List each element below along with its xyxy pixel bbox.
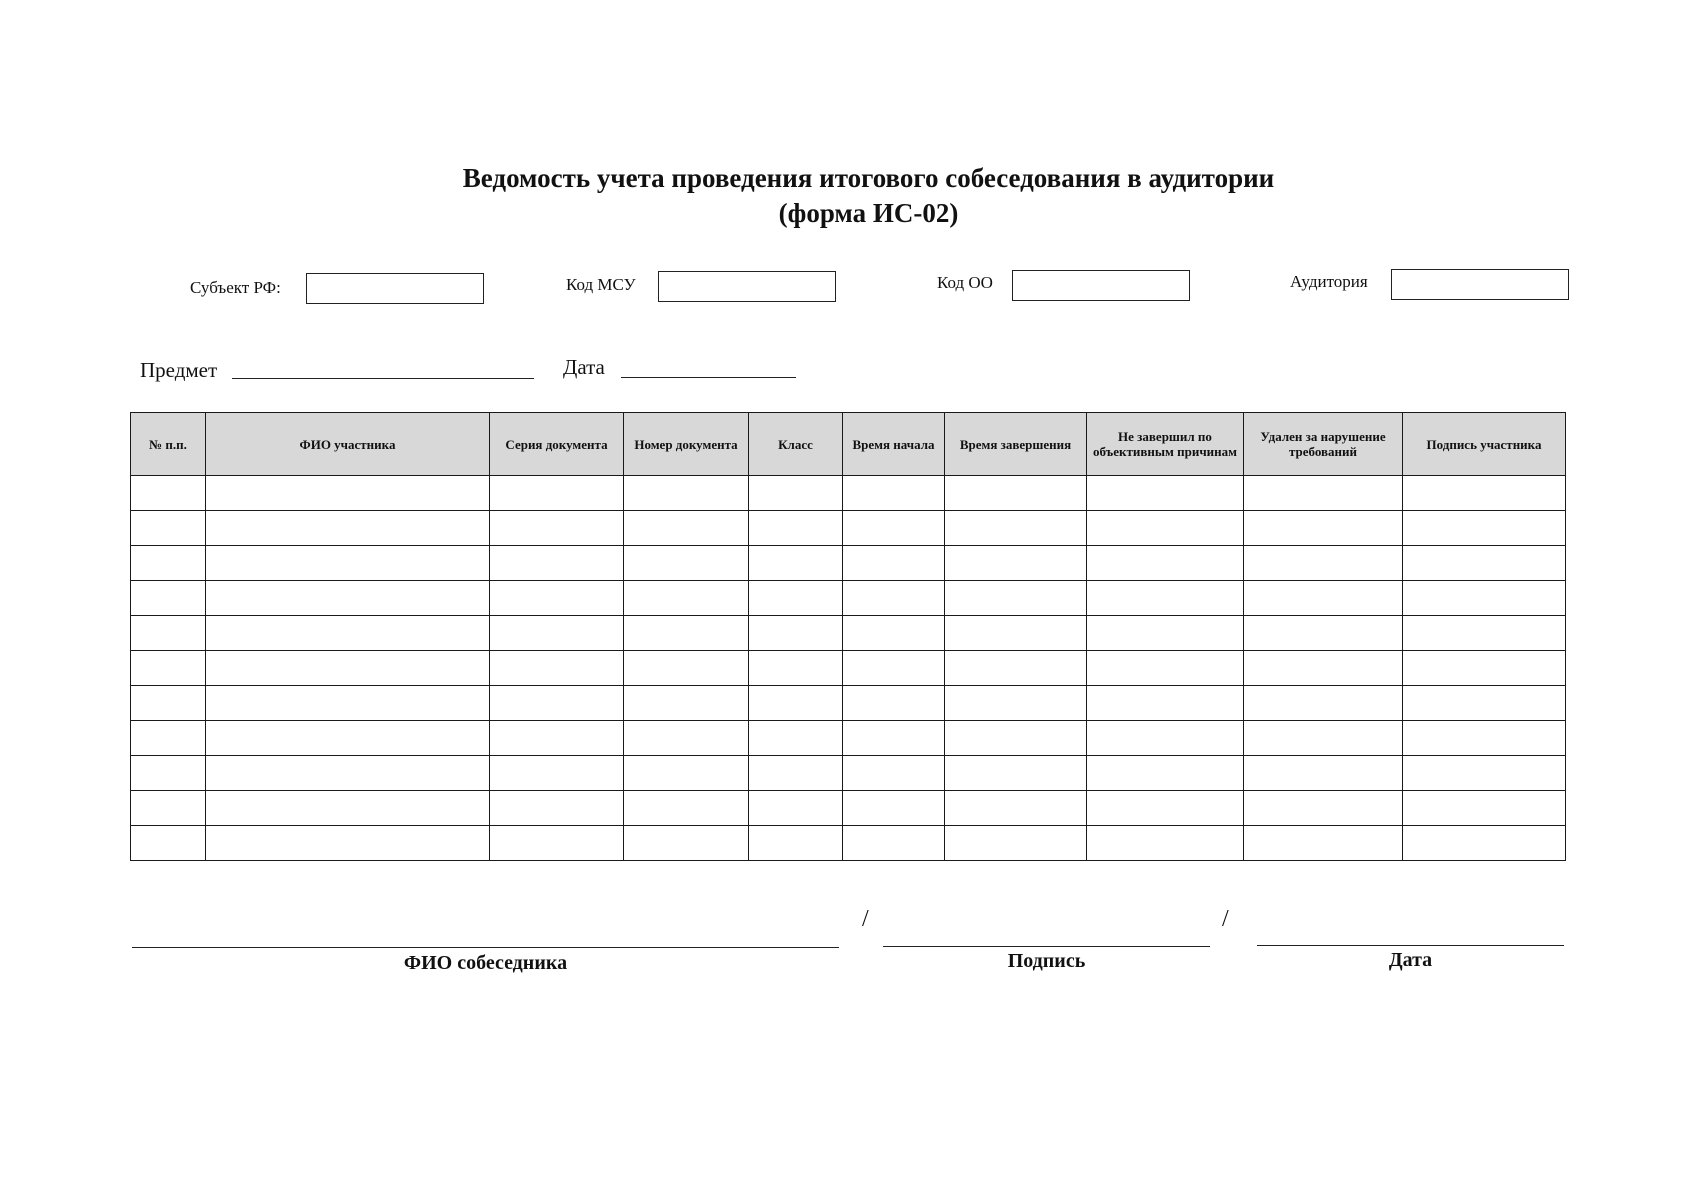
table-cell[interactable] — [624, 476, 749, 511]
table-cell[interactable] — [1403, 476, 1566, 511]
table-cell[interactable] — [1403, 791, 1566, 826]
subject-rf-label: Субъект РФ: — [190, 278, 281, 297]
interviewer-name-line[interactable] — [132, 947, 839, 948]
table-row — [131, 476, 1566, 511]
table-cell[interactable] — [1403, 616, 1566, 651]
table-cell[interactable] — [1087, 651, 1244, 686]
col-header-removed: Удален за нарушение требований — [1244, 413, 1403, 476]
oo-code-field[interactable] — [1012, 270, 1190, 301]
table-cell[interactable] — [1403, 651, 1566, 686]
table-cell[interactable] — [624, 686, 749, 721]
table-cell[interactable] — [490, 791, 624, 826]
col-header-participant-signature: Подпись участника — [1403, 413, 1566, 476]
table-cell[interactable] — [749, 686, 843, 721]
table-cell[interactable] — [206, 581, 490, 616]
table-cell[interactable] — [1244, 686, 1403, 721]
table-cell[interactable] — [843, 651, 945, 686]
table-cell[interactable] — [624, 721, 749, 756]
table-cell[interactable] — [131, 791, 206, 826]
table-cell[interactable] — [749, 791, 843, 826]
table-cell[interactable] — [945, 546, 1087, 581]
signature-caption: Подпись — [1007, 950, 1086, 972]
table-cell[interactable] — [1244, 616, 1403, 651]
signature-separator-1: / — [862, 906, 869, 932]
col-header-number: № п.п. — [131, 413, 206, 476]
table-cell[interactable] — [206, 511, 490, 546]
form-code-subtitle: (форма ИС-02) — [778, 198, 959, 228]
table-cell[interactable] — [490, 756, 624, 791]
table-cell[interactable] — [843, 476, 945, 511]
auditorium-label: Аудитория — [1290, 272, 1368, 291]
table-cell[interactable] — [624, 826, 749, 861]
table-row — [131, 791, 1566, 826]
table-cell[interactable] — [624, 511, 749, 546]
table-cell[interactable] — [131, 581, 206, 616]
table-cell[interactable] — [1244, 651, 1403, 686]
signature-separator-2: / — [1222, 906, 1229, 932]
table-cell[interactable] — [206, 756, 490, 791]
table-cell[interactable] — [1087, 756, 1244, 791]
table-cell[interactable] — [206, 791, 490, 826]
table-cell[interactable] — [490, 826, 624, 861]
table-cell[interactable] — [206, 546, 490, 581]
table-cell[interactable] — [1087, 511, 1244, 546]
table-row — [131, 546, 1566, 581]
table-cell[interactable] — [490, 616, 624, 651]
table-cell[interactable] — [131, 616, 206, 651]
table-cell[interactable] — [131, 651, 206, 686]
table-cell[interactable] — [945, 476, 1087, 511]
col-header-document-number: Номер документа — [624, 413, 749, 476]
auditorium-field[interactable] — [1391, 269, 1569, 300]
table-cell[interactable] — [131, 686, 206, 721]
table-cell[interactable] — [1087, 686, 1244, 721]
col-header-class: Класс — [749, 413, 843, 476]
table-cell[interactable] — [945, 511, 1087, 546]
table-cell[interactable] — [490, 686, 624, 721]
subject-label: Предмет — [140, 358, 218, 382]
table-cell[interactable] — [1244, 546, 1403, 581]
col-header-start-time: Время начала — [843, 413, 945, 476]
table-cell[interactable] — [945, 616, 1087, 651]
table-cell[interactable] — [624, 546, 749, 581]
table-cell[interactable] — [206, 651, 490, 686]
table-cell[interactable] — [1403, 756, 1566, 791]
table-cell[interactable] — [945, 721, 1087, 756]
oo-code-label: Код ОО — [937, 273, 993, 292]
table-cell[interactable] — [749, 546, 843, 581]
date-line[interactable] — [621, 377, 796, 378]
table-cell[interactable] — [131, 826, 206, 861]
table-cell[interactable] — [945, 686, 1087, 721]
table-cell[interactable] — [843, 721, 945, 756]
table-body — [131, 476, 1566, 861]
table-cell[interactable] — [1244, 791, 1403, 826]
table-cell[interactable] — [206, 616, 490, 651]
table-cell[interactable] — [749, 581, 843, 616]
table-cell[interactable] — [624, 651, 749, 686]
msu-code-field[interactable] — [658, 271, 836, 302]
table-cell[interactable] — [1087, 616, 1244, 651]
table-cell[interactable] — [749, 616, 843, 651]
table-cell[interactable] — [131, 721, 206, 756]
table-cell[interactable] — [131, 756, 206, 791]
table-row — [131, 756, 1566, 791]
table-cell[interactable] — [1087, 476, 1244, 511]
table-cell[interactable] — [624, 581, 749, 616]
signature-line[interactable] — [883, 946, 1210, 947]
table-cell[interactable] — [749, 721, 843, 756]
table-cell[interactable] — [490, 721, 624, 756]
table-cell[interactable] — [131, 511, 206, 546]
table-cell[interactable] — [1403, 581, 1566, 616]
table-row — [131, 581, 1566, 616]
table-cell[interactable] — [490, 511, 624, 546]
table-cell[interactable] — [1087, 546, 1244, 581]
table-cell[interactable] — [206, 826, 490, 861]
table-cell[interactable] — [206, 721, 490, 756]
interviewer-name-caption: ФИО собеседника — [403, 952, 568, 974]
table-cell[interactable] — [490, 476, 624, 511]
table-cell[interactable] — [749, 826, 843, 861]
table-cell[interactable] — [749, 476, 843, 511]
table-cell[interactable] — [1087, 826, 1244, 861]
table-cell[interactable] — [945, 581, 1087, 616]
table-cell[interactable] — [843, 826, 945, 861]
table-row — [131, 721, 1566, 756]
table-row — [131, 616, 1566, 651]
page-title: Ведомость учета проведения итогового собеседования в аудитории — [462, 163, 1275, 193]
table-cell[interactable] — [624, 616, 749, 651]
table-cell[interactable] — [749, 511, 843, 546]
table-cell[interactable] — [1403, 826, 1566, 861]
table-cell[interactable] — [1403, 686, 1566, 721]
date-label: Дата — [563, 355, 605, 379]
table-cell[interactable] — [843, 791, 945, 826]
table-row — [131, 686, 1566, 721]
table-cell[interactable] — [749, 651, 843, 686]
col-header-participant-name: ФИО участника — [206, 413, 490, 476]
participants-table — [130, 412, 1566, 861]
table-row — [131, 511, 1566, 546]
subject-rf-field[interactable] — [306, 273, 484, 304]
table-cell[interactable] — [131, 476, 206, 511]
table-row — [131, 651, 1566, 686]
table-cell[interactable] — [749, 756, 843, 791]
table-cell[interactable] — [843, 756, 945, 791]
date-caption: Дата — [1388, 949, 1433, 971]
table-cell[interactable] — [490, 581, 624, 616]
table-cell[interactable] — [843, 546, 945, 581]
signature-date-line[interactable] — [1257, 945, 1564, 946]
table-cell[interactable] — [843, 686, 945, 721]
table-cell[interactable] — [1403, 511, 1566, 546]
table-cell[interactable] — [1087, 721, 1244, 756]
table-cell[interactable] — [945, 826, 1087, 861]
table-cell[interactable] — [1087, 791, 1244, 826]
subject-line[interactable] — [232, 378, 534, 379]
table-cell[interactable] — [843, 581, 945, 616]
col-header-document-series: Серия документа — [490, 413, 624, 476]
table-cell[interactable] — [945, 756, 1087, 791]
table-cell[interactable] — [1244, 476, 1403, 511]
table-cell[interactable] — [945, 651, 1087, 686]
table-cell[interactable] — [624, 756, 749, 791]
msu-code-label: Код МСУ — [566, 275, 636, 294]
col-header-end-time: Время завершения — [945, 413, 1087, 476]
table-cell[interactable] — [1244, 721, 1403, 756]
table-cell[interactable] — [1403, 546, 1566, 581]
table-cell[interactable] — [843, 616, 945, 651]
table-cell[interactable] — [490, 651, 624, 686]
table-cell[interactable] — [206, 686, 490, 721]
table-cell[interactable] — [945, 791, 1087, 826]
table-header-row — [131, 413, 1566, 476]
table-cell[interactable] — [1244, 756, 1403, 791]
table-cell[interactable] — [206, 476, 490, 511]
table-cell[interactable] — [1403, 721, 1566, 756]
table-cell[interactable] — [624, 791, 749, 826]
col-header-not-completed: Не завершил по объективным причинам — [1087, 413, 1244, 476]
table-row — [131, 826, 1566, 861]
table-cell[interactable] — [1244, 826, 1403, 861]
table-cell[interactable] — [1087, 581, 1244, 616]
table-cell[interactable] — [843, 511, 945, 546]
table-cell[interactable] — [1244, 511, 1403, 546]
table-cell[interactable] — [1244, 581, 1403, 616]
table-cell[interactable] — [131, 546, 206, 581]
table-cell[interactable] — [490, 546, 624, 581]
